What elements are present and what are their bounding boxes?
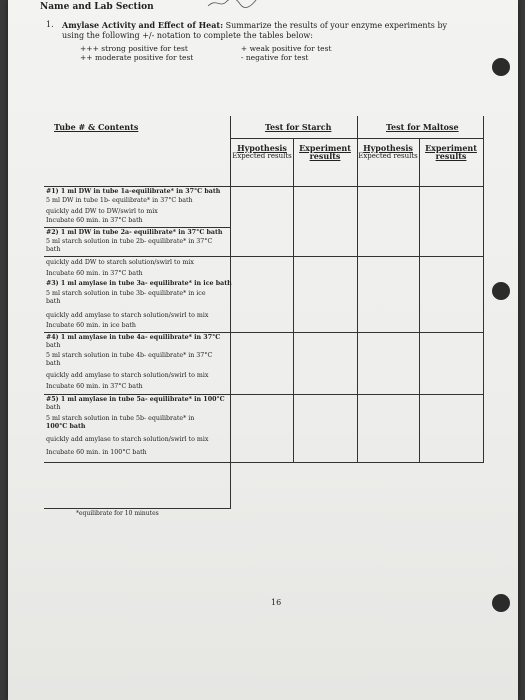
row-3-line-4: quickly add amylase to starch solution/swirl to mix [46,312,209,319]
row-4-line-3: 5 ml starch solution in tube 4b- equilibrate* in 37°C [46,352,213,359]
page-number: 16 [271,598,282,607]
row-3-line-2: 5 ml starch solution in tube 3b- equilibrate* in ice [46,290,206,297]
row-2-line-5: Incubate 60 min. in 37°C bath [46,270,143,277]
grid-line [483,116,484,463]
grid-line [44,462,484,463]
subheader-maltose-hypothesis: Hypothesis Expected results [358,143,418,160]
col-header-tube: Tube # & Contents [54,122,139,132]
row-4-line-2: bath [46,342,61,349]
grid-line [44,186,484,187]
row-1-line-1: #1) 1 ml DW in tube 1a-equilibrate* in 37°C bath [46,188,221,195]
row-1-line-4: Incubate 60 min. in 37°C bath [46,217,143,224]
legend-negative: - negative for test [240,53,309,62]
grid-line [293,138,294,463]
binder-hole-icon [492,594,510,612]
row-2-line-1: #2) 1 ml DW in tube 2a- equilibrate* in 37°C bath [46,229,223,236]
row-5-line-5: quickly add amylase to starch solution/swirl to mix [46,436,209,443]
question-title: Amylase Activity and Effect of Heat: [62,20,224,30]
col-header-starch: Test for Starch [265,122,332,132]
grid-line [419,138,420,463]
subheader-starch-experiment: Experiment results [299,143,351,161]
row-5-line-3: 5 ml starch solution in tube 5b- equilibrate* in [46,415,195,422]
notation-legend [80,44,380,62]
row-2-line-3: bath [46,246,61,253]
binder-hole-icon [492,58,510,76]
footnote: *equilibrate for 10 minutes [76,510,159,517]
grid-line [44,332,484,333]
legend-weak: + weak positive for test [240,44,332,53]
grid-line [44,508,230,509]
row-3-line-3: bath [46,298,61,305]
col-header-maltose: Test for Maltose [386,122,459,132]
row-1-line-3: quickly add DW to DW/swirl to mix [46,208,158,215]
legend-moderate: ++ moderate positive for test [80,53,194,62]
row-4-line-4: bath [46,360,61,367]
row-2-line-4: quickly add DW to starch solution/swirl to mix [46,259,194,266]
grid-line [357,116,358,463]
row-3-line-5: Incubate 60 min. in ice bath [46,322,136,329]
name-section-label: Name and Lab Section [40,2,154,12]
row-5-line-6: Incubate 60 min. in 100°C bath [46,449,147,456]
grid-line [44,394,484,395]
legend-strong: +++ strong positive for test [80,44,188,53]
worksheet-page [8,0,518,700]
question-text: Summarize the results of your enzyme experiments by using the following +/- notation to complete the tables below: [62,21,448,40]
grid-line [230,116,231,509]
binder-hole-icon [492,282,510,300]
row-4-line-1: #4) 1 ml amylase in tube 4a- equilibrate* in 37°C [46,334,221,341]
row-4-line-5: quickly add amylase to starch solution/swirl to mix [46,372,209,379]
row-3-line-1: #3) 1 ml amylase in tube 3a- equilibrate* in ice bath [46,280,232,287]
row-4-line-6: Incubate 60 min. in 37°C bath [46,383,143,390]
handwritten-scribble [206,0,276,10]
row-5-line-1: #5) 1 ml amylase in tube 5a- equilibrate* in 100°C [46,396,225,403]
grid-line [44,227,230,228]
row-5-line-4: 100°C bath [46,423,86,430]
legend-row [80,53,380,62]
results-table [44,116,492,512]
row-5-line-2: bath [46,404,61,411]
question-text-wrap [62,20,452,41]
row-2-line-2: 5 ml starch solution in tube 2b- equilibrate* in 37°C [46,238,213,245]
subheader-starch-hypothesis: Hypothesis Expected results [232,143,292,160]
legend-row [80,44,380,53]
subheader-maltose-experiment: Experiment results [425,143,477,161]
question-number: 1. [46,20,54,29]
grid-line [44,256,484,257]
row-1-line-2: 5 ml DW in tube 1b- equilibrate* in 37°C bath [46,197,193,204]
